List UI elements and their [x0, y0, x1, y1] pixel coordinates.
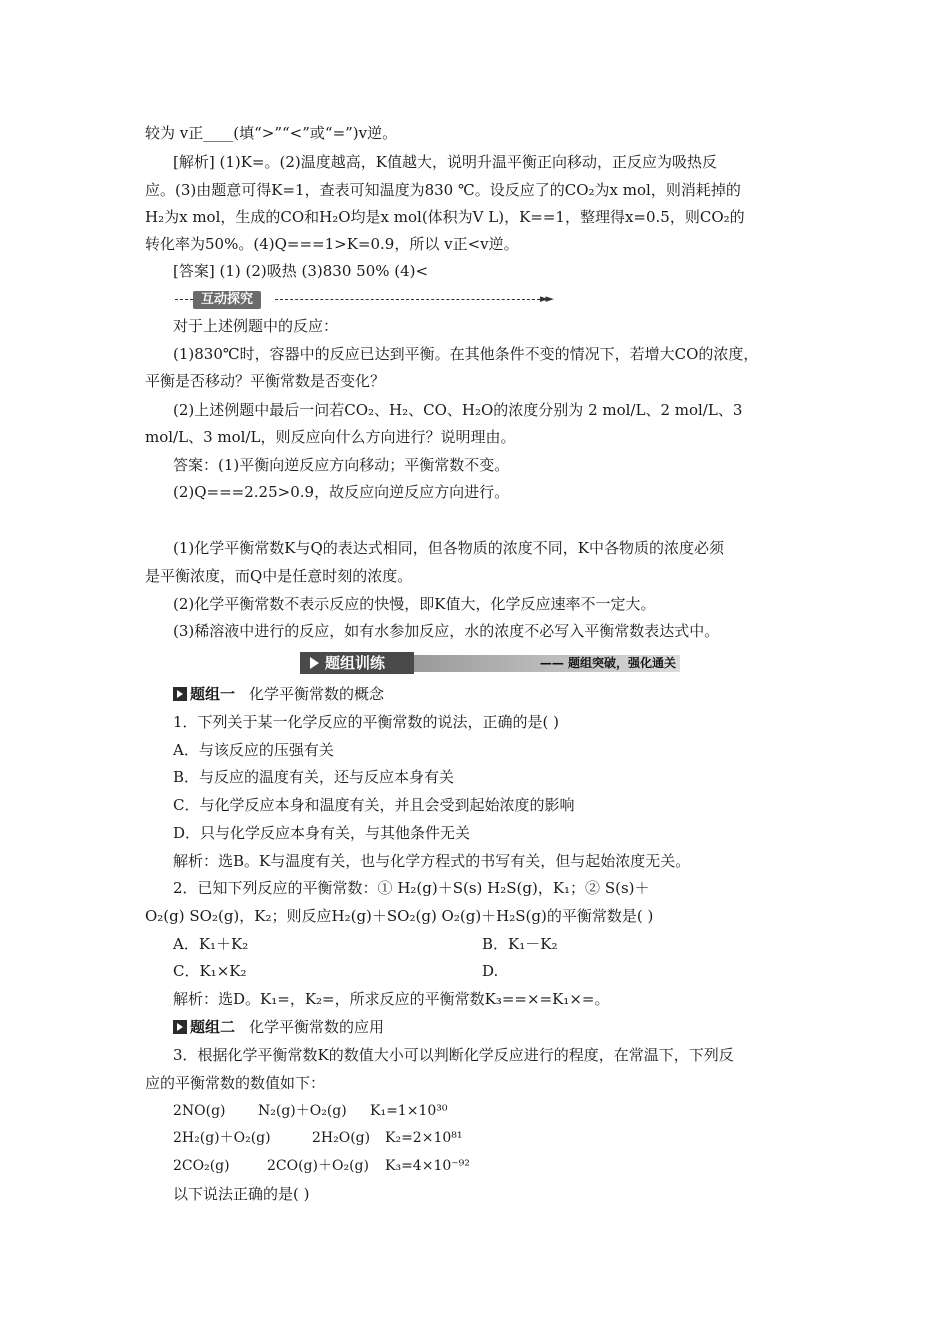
equation-left: 2NO(g) [173, 1103, 226, 1119]
explore-line: 平衡是否移动？平衡常数是否变化？ [145, 372, 386, 390]
explore-line: (1)830℃时，容器中的反应已达到平衡。在其他条件不变的情况下，若增大CO的浓度， [173, 345, 759, 363]
group-heading [173, 1017, 384, 1037]
note-line: (1)化学平衡常数K与Q的表达式相同，但各物质的浓度不同，K中各物质的浓度必须 [173, 539, 724, 557]
text-line: H₂为x mol，生成的CO和H₂O均是x mol(体积为V L)，K==1，整理得x=0.5，则CO₂的 [145, 208, 745, 226]
equation-right: 2H₂O(g) [312, 1130, 371, 1146]
equation-k: K₁=1×10³⁰ [370, 1103, 448, 1119]
play-icon [310, 657, 319, 669]
analysis-line: [解析] (1)K=。(2)温度越高，K值越大，说明升温平衡正向移动，正反应为吸热反 [173, 153, 717, 171]
group-title: 化学平衡常数的应用 [249, 1018, 385, 1036]
training-subtitle: —— 题组突破，强化通关 [414, 655, 680, 672]
option: B．K₁－K₂ [482, 935, 558, 953]
note-line: 是平衡浓度，而Q中是任意时刻的浓度。 [145, 567, 413, 585]
option: D．只与化学反应本身有关，与其他条件无关 [173, 824, 471, 842]
analysis-line: 解析：选B。K与温度有关，也与化学方程式的书写有关，但与起始浓度无关。 [173, 852, 691, 870]
group-heading [173, 684, 384, 704]
dashed-divider [275, 299, 540, 300]
equation-left: 2H₂(g)＋O₂(g) [173, 1130, 271, 1146]
interactive-explore-bar [175, 291, 560, 309]
answer-line: [答案] (1) (2)吸热 (3)830 50% (4)< [173, 262, 429, 280]
option: C．与化学反应本身和温度有关，并且会受到起始浓度的影响 [173, 796, 575, 814]
option: D. [482, 962, 499, 980]
play-icon [173, 687, 187, 701]
analysis-line: 解析：选D。K₁=，K₂=，所求反应的平衡常数K₃==×=K₁×=。 [173, 990, 610, 1008]
interactive-explore-title: 互动探究 [193, 291, 261, 309]
equation-k: K₂=2×10⁸¹ [385, 1130, 463, 1146]
training-title: 题组训练 [325, 654, 386, 672]
text-line: 应。(3)由题意可得K=1，查表可知温度为830 ℃。设反应了的CO₂为x mol，则消耗掉的 [145, 181, 741, 199]
play-icon [173, 1020, 187, 1034]
question-stem: 应的平衡常数的数值如下： [145, 1074, 326, 1092]
arrow-icon: ►► [540, 292, 551, 305]
text-line: 转化率为50%。(4)Q===1>K=0.9，所以 v正<v逆。 [145, 235, 519, 253]
option: C．K₁×K₂ [173, 962, 247, 980]
dashed-divider [175, 299, 193, 300]
explore-line: mol/L、3 mol/L，则反应向什么方向进行？说明理由。 [145, 428, 516, 446]
training-banner [300, 652, 680, 674]
explore-answer-line: 答案：(1)平衡向逆反应方向移动；平衡常数不变。 [173, 456, 510, 474]
group-title: 化学平衡常数的概念 [249, 685, 385, 703]
equation-k: K₃=4×10⁻⁹² [385, 1158, 470, 1174]
option: A．与该反应的压强有关 [173, 741, 334, 759]
question-stem: 2．已知下列反应的平衡常数：① H₂(g)＋S(s) H₂S(g)，K₁；② S(s)＋ [173, 879, 650, 897]
explore-line: 对于上述例题中的反应： [173, 317, 339, 335]
equation-right: 2CO(g)＋O₂(g) [267, 1158, 369, 1174]
explore-line: (2)上述例题中最后一问若CO₂、H₂、CO、H₂O的浓度分别为 2 mol/L、2 mol/L、3 [173, 401, 743, 419]
training-title-block [300, 652, 414, 674]
explore-answer-line: (2)Q===2.25>0.9，故反应向逆反应方向进行。 [173, 483, 510, 501]
option: A．K₁＋K₂ [173, 935, 249, 953]
group-label: 题组一 [190, 685, 236, 703]
question-stem: 3．根据化学平衡常数K的数值大小可以判断化学反应进行的程度，在常温下，下列反 [173, 1046, 734, 1064]
equation-right: N₂(g)＋O₂(g) [258, 1103, 347, 1119]
group-label: 题组二 [190, 1018, 236, 1036]
note-line: (3)稀溶液中进行的反应，如有水参加反应，水的浓度不必写入平衡常数表达式中。 [173, 622, 720, 640]
question-stem: 1．下列关于某一化学反应的平衡常数的说法，正确的是( ) [173, 713, 560, 731]
text-line: 较为 v正____(填“>”“<”或“=”)v逆。 [145, 124, 398, 142]
question-ask: 以下说法正确的是( ) [173, 1185, 310, 1203]
equation-left: 2CO₂(g) [173, 1158, 230, 1174]
question-stem: O₂(g) SO₂(g)，K₂；则反应H₂(g)＋SO₂(g) O₂(g)＋H₂S(g)的平衡常数是( ) [145, 907, 654, 925]
note-line: (2)化学平衡常数不表示反应的快慢，即K值大，化学反应速率不一定大。 [173, 595, 656, 613]
option: B．与反应的温度有关，还与反应本身有关 [173, 768, 455, 786]
